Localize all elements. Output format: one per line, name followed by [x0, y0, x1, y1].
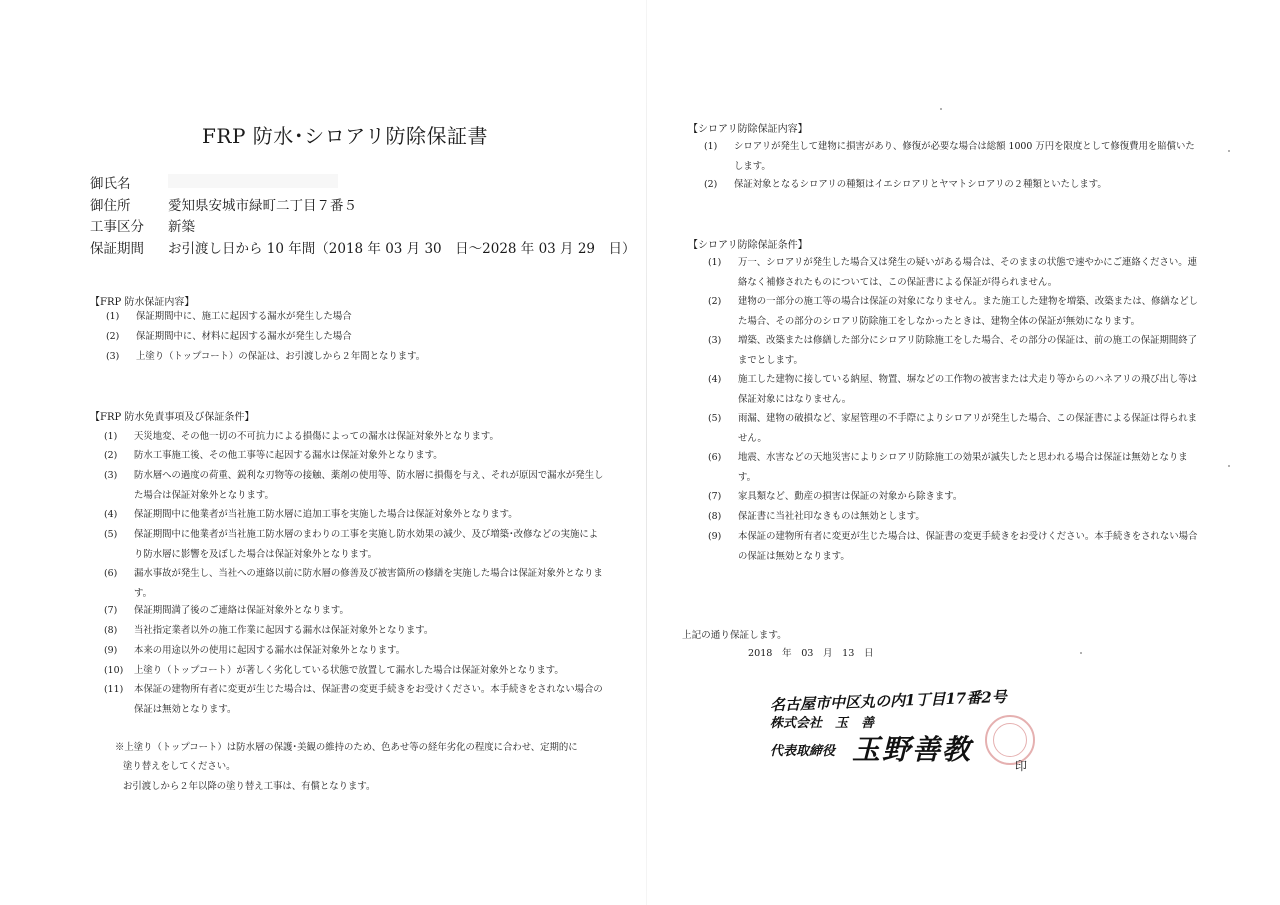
list-item	[104, 564, 604, 603]
list-item	[708, 370, 1198, 409]
list-item	[708, 448, 1198, 487]
page-fold-line	[646, 0, 647, 905]
item-number: (9)	[104, 645, 118, 656]
item-number: (8)	[104, 625, 118, 636]
item-text: 防水工事施工後、その他工事等に起因する漏水は保証対象外となります。	[134, 450, 443, 461]
item-text: 雨漏、建物の破損など、家屋管理の不手際によりシロアリが発生した場合、この保証書による保証は得られません。	[738, 413, 1198, 444]
list-item	[708, 331, 1198, 370]
item-text: シロアリが発生して建物に損害があり、修復が必要な場合は総額 1000 万円を限度として修復費用を賠償いたします。	[734, 141, 1195, 172]
list-item	[104, 525, 604, 564]
item-number: (1)	[704, 141, 718, 152]
item-number: (7)	[708, 491, 722, 502]
item-text: 地震、水害などの天地災害によりシロアリ防除施工の効果が滅失したと思われる場合は保証は無効となります。	[738, 452, 1188, 483]
item-number: (4)	[708, 374, 722, 385]
item-number: (3)	[106, 351, 120, 362]
item-text: 保証対象となるシロアリの種類はイエシロアリとヤマトシロアリの２種類といたします。	[734, 179, 1107, 190]
note-line: お引渡しから２年以降の塗り替え工事は、有償となります。	[123, 781, 376, 792]
item-text: 増築、改築または修繕した部分にシロアリ防除施工をした場合、その部分の保証は、前の施工の保証期間終了までとします。	[738, 335, 1198, 366]
item-number: (5)	[104, 529, 118, 540]
signature-company: 株式会社 玉 善	[770, 716, 875, 731]
info-value: 愛知県安城市緑町二丁目７番５	[168, 197, 357, 214]
item-number: (2)	[704, 179, 718, 190]
list-item	[104, 641, 604, 661]
item-number: (9)	[708, 531, 722, 542]
item-text: 本保証の建物所有者に変更が生じた場合は、保証書の変更手続きをお受けください。本手続きをされない場合の保証は無効となります。	[134, 684, 603, 715]
list-item	[708, 253, 1198, 292]
item-text: 上塗り（トップコート）の保証は、お引渡しから２年間となります。	[136, 351, 426, 362]
list-item	[104, 446, 604, 466]
item-number: (7)	[104, 605, 118, 616]
list-item	[104, 661, 604, 681]
item-text: 当社指定業者以外の施工作業に起因する漏水は保証対象外となります。	[134, 625, 434, 636]
info-label: 御氏名	[90, 176, 131, 192]
scan-speck	[1080, 652, 1082, 654]
closing-statement: 上記の通り保証します。	[682, 630, 787, 641]
info-row-work-type	[90, 215, 636, 237]
scan-speck	[1228, 465, 1230, 467]
list-item	[106, 307, 626, 327]
item-number: (10)	[104, 665, 124, 676]
info-row-warranty-period	[90, 237, 636, 259]
item-text: 万一、シロアリが発生した場合又は発生の疑いがある場合は、そのままの状態で速やかにご連絡ください。連絡なく補修されたものについては、この保証書による保証が得られません。	[738, 257, 1198, 288]
info-value: お引渡し日から 10 年間（2018 年 03 月 30 日〜2028 年 03 月 29 日）	[168, 240, 636, 257]
list-item	[708, 292, 1198, 331]
frp-coverage-heading: 【FRP 防水保証内容】	[90, 297, 195, 308]
list-item	[104, 427, 604, 447]
list-item	[708, 409, 1198, 448]
list-item	[104, 680, 604, 719]
company-seal-icon	[985, 715, 1035, 765]
item-number: (2)	[106, 331, 120, 342]
scan-speck	[1228, 150, 1230, 152]
list-item	[106, 327, 626, 347]
note-line: ※上塗り（トップコート）は防水層の保護･美観の維持のため、色あせ等の経年劣化の程度に合わせ、定期的に	[115, 742, 578, 753]
list-item	[106, 347, 626, 367]
info-value: 新築	[168, 219, 195, 235]
item-text: 保証期間満了後のご連絡は保証対象外となります。	[134, 605, 349, 616]
item-number: (6)	[104, 568, 118, 579]
item-number: (3)	[708, 335, 722, 346]
list-item	[708, 487, 1198, 507]
issue-date: 2018 年 03 月 13 日	[748, 648, 874, 659]
info-label: 御住所	[90, 197, 131, 214]
item-number: (2)	[104, 450, 118, 461]
list-item	[708, 507, 1198, 527]
list-item	[704, 175, 1204, 195]
item-number: (4)	[104, 509, 118, 520]
item-text: 家具類など、動産の損害は保証の対象から除きます。	[738, 491, 963, 502]
frp-exemptions-heading: 【FRP 防水免責事項及び保証条件】	[90, 412, 255, 423]
item-number: (2)	[708, 296, 722, 307]
termite-conditions-heading: 【シロアリ防除保証条件】	[688, 240, 808, 251]
item-number: (8)	[708, 511, 722, 522]
list-item	[708, 527, 1198, 566]
item-text: 漏水事故が発生し、当社への連絡以前に防水層の修善及び被害箇所の修繕を実施した場合は保証対象外となります。	[134, 568, 603, 599]
termite-coverage-heading: 【シロアリ防除保証内容】	[688, 124, 808, 135]
item-text: 保証期間中に、施工に起因する漏水が発生した場合	[136, 311, 352, 322]
info-label: 工事区分	[90, 219, 144, 235]
item-text: 保証書に当社社印なきものは無効とします。	[738, 511, 925, 522]
item-text: 保証期間中に他業者が当社施工防水層のまわりの工事を実施し防水効果の減少、及び増築･改修などの実施により防水層に影響を及ぼした場合は保証対象外となります。	[134, 529, 599, 560]
list-item	[104, 621, 604, 641]
signature-address: 名古屋市中区丸の内1丁目17番2号	[769, 687, 1008, 715]
list-item	[104, 466, 604, 505]
signature-role: 代表取締役	[770, 744, 836, 759]
item-number: (1)	[106, 311, 120, 322]
item-text: 施工した建物に接している納屋、物置、塀などの工作物の被害または犬走り等からのハネアリの飛び出し等は保証対象にはなりません。	[738, 374, 1198, 405]
document-title: FRP 防水･シロアリ防除保証書	[202, 124, 488, 148]
item-text: 本来の用途以外の使用に起因する漏水は保証対象外となります。	[134, 645, 406, 656]
item-number: (6)	[708, 452, 722, 463]
list-item	[104, 505, 604, 525]
list-item	[104, 601, 604, 621]
list-item	[704, 137, 1204, 176]
info-row-address	[90, 194, 636, 216]
stamp-mark: 印	[1015, 759, 1028, 773]
item-text: 建物の一部分の施工等の場合は保証の対象になりません。また施工した建物を増築、改築または、修繕などした場合、その部分のシロアリ防除施工をしなかったときは、建物全体の保証が無効になります。	[738, 296, 1198, 327]
item-text: 本保証の建物所有者に変更が生じた場合は、保証書の変更手続きをお受けください。本手続きをされない場合の保証は無効となります。	[738, 531, 1198, 562]
item-number: (1)	[104, 431, 118, 442]
name-field-blank	[168, 174, 338, 188]
item-number: (11)	[104, 684, 124, 695]
signature-name: 玉野善教	[852, 733, 973, 766]
info-label: 保証期間	[90, 240, 144, 257]
note-line: 塗り替えをしてください。	[123, 761, 236, 772]
item-number: (3)	[104, 470, 118, 481]
item-text: 保証期間中に、材料に起因する漏水が発生した場合	[136, 331, 352, 342]
item-number: (1)	[708, 257, 722, 268]
customer-info	[90, 172, 636, 258]
item-text: 防水層への過度の荷重、鋭利な刃物等の接触、薬剤の使用等、防水層に損傷を与え、それが原因で漏水が発生した場合は保証対象外となります。	[134, 470, 604, 501]
item-text: 天災地変、その他一切の不可抗力による損傷によっての漏水は保証対象外となります。	[134, 431, 499, 442]
info-row-name	[90, 172, 636, 194]
scan-speck	[940, 108, 942, 110]
item-text: 上塗り（トップコート）が著しく劣化している状態で放置して漏水した場合は保証対象外となります。	[134, 665, 564, 676]
item-number: (5)	[708, 413, 722, 424]
item-text: 保証期間中に他業者が当社施工防水層に追加工事を実施した場合は保証対象外となります。	[134, 509, 518, 520]
